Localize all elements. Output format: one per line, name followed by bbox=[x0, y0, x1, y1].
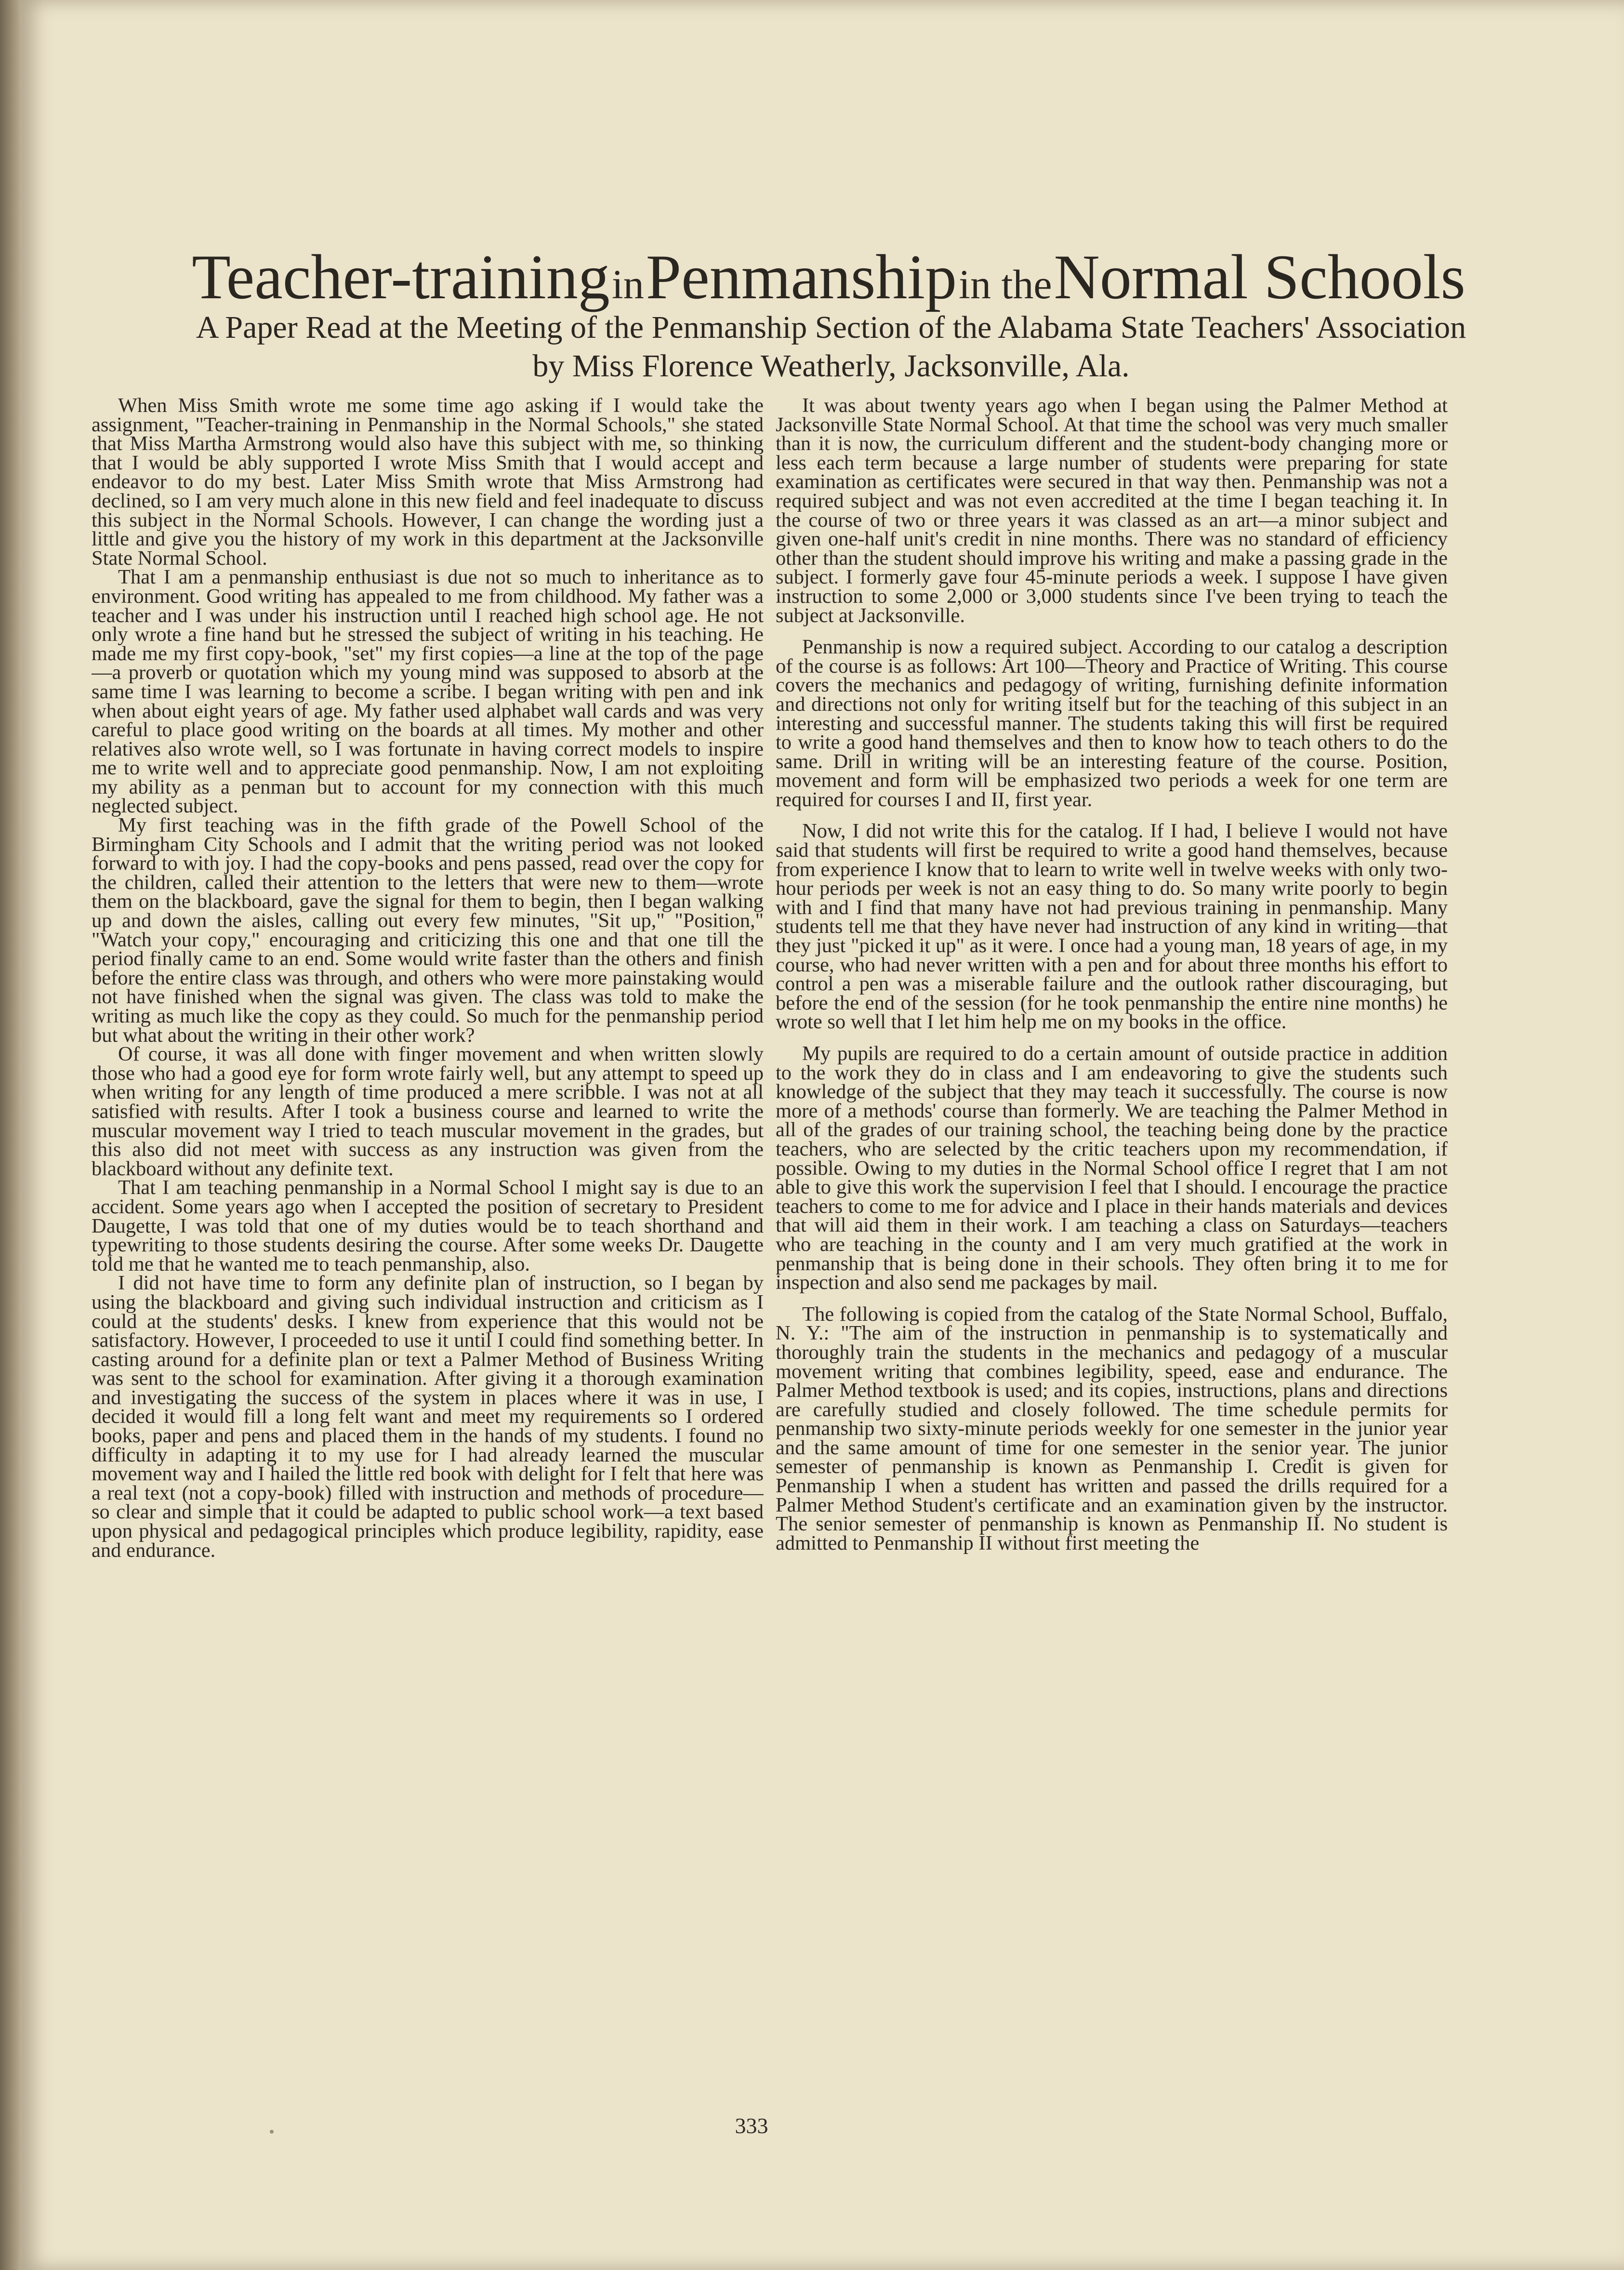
subtitle-byline: by Miss Florence Weatherly, Jacksonville, Ala. bbox=[532, 348, 1130, 384]
title-connector-1: in bbox=[611, 261, 644, 307]
paragraph: I did not have time to form any definite plan of instruction, so I began by using the blackboard and giving such individual instruction and criticism as I could at the students' desks. I knew from experience that this would not be satisfactory. However, I proceeded to use it until I could find something better. In casting around for a definite plan or text a Palmer Method of Business Writing was sent to the school for examination. After giving it a thorough examination and investigating the success of the system in places where it was in use, I decided it would fill a long felt want and meet my requirements so I ordered books, paper and pens and placed them in the hands of my students. I found no difficulty in adapting it to my use for I had already learned the muscular movement way and I hailed the little red book with delight for I felt that here was a real text (not a copy-book) filled with instruction and methods of procedure—so clear and simple that it could be adapted to public school work—a text based upon physical and pedagogical principles which produce legibility, rapidity, ease and endurance. bbox=[92, 1272, 764, 1562]
paragraph: My pupils are required to do a certain amount of outside practice in addition to the work they do in class and I am endeavoring to give the students such knowledge of the subject that they may teach it successfully. The course is now more of a methods' course than formerly. We are teaching the Palmer Method in all of the grades of our training school, the teaching being done by the practice teachers, who are selected by the critic teachers upon my recommendation, if possible. Owing to my duties in the Normal School office I regret that I am not able to give this work the supervision I feel that I should. I encourage the practice teachers to come to me for advice and I place in their hands materials and devices that will aid them in their work. I am teaching a class on Saturdays—teachers who are teaching in the county and I am very much gratified at the work in penmanship that is being done in their schools. They often bring it to me for inspection and also send me packages by mail. bbox=[776, 1042, 1448, 1294]
paragraph: Penmanship is now a required subject. According to our catalog a description of the course is as follows: Art 100—Theory and Practice of Writing. This course covers the mechanics and pedagogy of writing, furnishing definite information and directions not only for writing itself but for the teaching of this subject in an interesting and successful manner. The students taking this will first be required to write a good hand themselves and then to know how to teach others to do the same. Drill in writing will be an interesting feature of the course. Position, movement and form will be emphasized two periods a week for one term are required for courses I and II, first year. bbox=[776, 636, 1448, 811]
paragraph: My first teaching was in the fifth grade of the Powell School of the Birmingham City Schools and I admit that the writing period was not looked forward to with joy. I had the copy-books and pens passed, read over the copy for the children, called their attention to the letters that were new to them—wrote them on the blackboard, gave the signal for them to begin, then I began walking up and down the aisles, calling out every few minutes, "Sit up," "Position," "Watch your copy," encouraging and criticizing this one and that one till the period finally came to an end. Some would write faster than the others and finish before the entire class was through, and others who were more painstaking would not have finished when the signal was given. The class was told to make the writing as much like the copy as they could. So much for the penmanship period but what about the writing in their other work? bbox=[92, 814, 764, 1047]
paragraph: Now, I did not write this for the catalog. If I had, I believe I would not have said that students will first be required to write a good hand themselves, because from experience I know that to learn to write well in twelve weeks with only two-hour periods per week is not an easy thing to do. So many write poorly to begin with and I find that many have not had previous training in penmanship. Many students tell me that they have never had instruction of any kind in writing—that they just "picked it up" as it were. I once had a young man, 18 years of age, in my course, who had never written with a pen and for about three months his effort to control a pen was a miserable failure and the outlook rather discouraging, but before the end of the session (for he took penmanship the entire nine months) he wrote so well that I let him help me on my books in the office. bbox=[776, 820, 1448, 1034]
title-part-2: Penmanship bbox=[646, 241, 957, 312]
page-speck bbox=[270, 2130, 274, 2134]
page-number: 333 bbox=[735, 2113, 768, 2138]
title-part-1: Teacher-training bbox=[192, 241, 610, 312]
paragraph: It was about twenty years ago when I began using the Palmer Method at Jacksonville State Normal School. At that time the school was very much smaller than it is now, the curriculum different and the student-body changing more or less each term because a large number of students were preparing for state examination as certificates were secured in that way then. Penmanship was not a required subject and was not even accredited at the time I began teaching it. In the course of two or three years it was classed as an art—a minor subject and given one-half unit's credit in nine months. There was no standard of efficiency other than the student should improve his writing and make a passing grade in the subject. I formerly gave four 45-minute periods a week. I suppose I have given instruction to some 2,000 or 3,000 students since I've been trying to teach the subject at Jacksonville. bbox=[776, 396, 1448, 627]
article-title bbox=[82, 240, 1575, 314]
paragraph: That I am teaching penmanship in a Normal School I might say is due to an accident. Some years ago when I accepted the position of secretary to President Daugette, I was told that one of my duties would be to teach shorthand and typewriting to those students desiring the course. After some weeks Dr. Daugette told me that he wanted me to teach penmanship, also. bbox=[92, 1176, 764, 1275]
page-binding bbox=[0, 0, 19, 2270]
paragraph: Of course, it was all done with finger movement and when written slowly those who had a good eye for form wrote fairly well, but any attempt to speed up when writing for any length of time produced a mere scribble. I was not at all satisfied with results. After I took a business course and learned to write the muscular movement way I tried to teach muscular movement in the grades, but this also did not meet with success as any instruction was given from the blackboard without any definite text. bbox=[92, 1043, 764, 1180]
paragraph: The following is copied from the catalog of the State Normal School, Buffalo, N. Y.: "The aim of the instruction in penmanship is to systematically and thoroughly train the students in the mechanics and pedagogy of a muscular movement writing that combines legibility, speed, ease and endurance. The Palmer Method textbook is used; and its copies, instructions, plans and directions are carefully studied and closely followed. The time schedule permits for penmanship two sixty-minute periods weekly for one semester in the junior year and the same amount of time for one semester in the senior year. The junior semester of penmanship is known as Penmanship I. Credit is given for Penmanship I when a student has written and passed the drills required for a Palmer Method Student's certificate and an examination given by the instructor. The senior semester of penmanship is known as Penmanship II. No student is admitted to Penmanship II without first meeting the bbox=[776, 1302, 1448, 1554]
right-column bbox=[776, 396, 1448, 2083]
paragraph: When Miss Smith wrote me some time ago asking if I would take the assignment, "Teacher-training in Penmanship in the Normal Schools," she stated that Miss Martha Armstrong would also have this subject with me, so thinking that I would be ably supported I wrote Miss Smith that I would accept and endeavor to do my best. Later Miss Smith wrote that Miss Armstrong had declined, so I am very much alone in this new field and feel inadequate to discuss this subject in the Normal Schools. However, I can change the wording just a little and give you the history of my work in this department at the Jacksonville State Normal School. bbox=[92, 396, 764, 570]
title-connector-2: in the bbox=[959, 261, 1052, 307]
paragraph: That I am a penmanship enthusiast is due not so much to inheritance as to environment. Good writing has appealed to me from childhood. My father was a teacher and I was under his instruction until I reached high school age. He not only wrote a fine hand but he stressed the subject of writing in his teaching. He made me my first copy-book, "set" my first copies—a line at the top of the page—a proverb or quotation which my young mind was supposed to absorb at the same time I was learning to become a scribe. I began writing with pen and ink when about eight years of age. My father used alphabet wall cards and was very careful to place good writing on the boards at all times. My mother and other relatives also wrote well, so I was fortunate in having correct models to inspire me to write well and to appreciate good penmanship. Now, I am not exploiting my ability as a penman but to account for my connection with this much neglected subject. bbox=[92, 566, 764, 818]
title-part-3: Normal Schools bbox=[1054, 241, 1466, 312]
left-column bbox=[92, 396, 764, 2083]
article-subtitle bbox=[92, 308, 1571, 385]
subtitle-line-1: A Paper Read at the Meeting of the Penmanship Section of the Alabama State Teachers' Association bbox=[196, 310, 1466, 345]
